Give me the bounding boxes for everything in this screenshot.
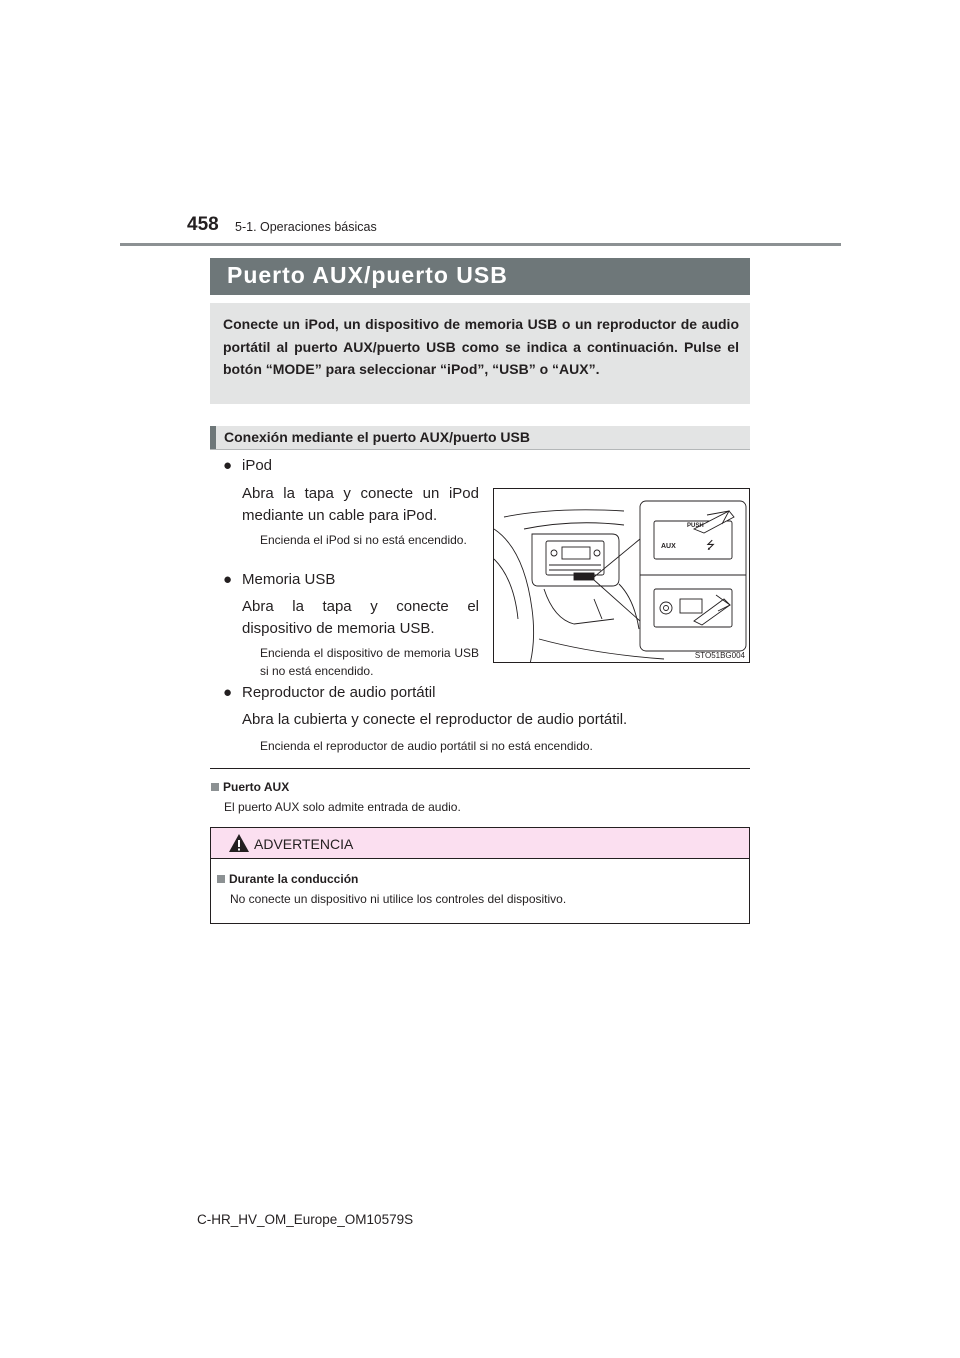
item-title-usb: Memoria USB [242, 571, 336, 588]
intro-text: Conecte un iPod, un dispositivo de memoria USB o un reproductor de audio portátil al puerto AUX/puerto USB como se indica a continuación. Pulse el botón “MODE” para seleccionar “iPod”, “USB” o “AUX”. [223, 316, 739, 377]
aux-label: AUX [661, 543, 676, 550]
item-title-portable: Reproductor de audio portátil [242, 684, 436, 701]
warning-triangle-icon [228, 833, 250, 853]
dashboard-drawing [494, 489, 750, 663]
subheading-text: Conexión mediante el puerto AUX/puerto USB [224, 429, 530, 445]
warning-title: ADVERTENCIA [254, 836, 354, 852]
bullet-icon: ● [223, 684, 233, 701]
item-note-usb: Encienda el dispositivo de memoria USB si no está encendido. [260, 646, 479, 678]
square-bullet-icon [217, 875, 225, 883]
footer-doc-code: C-HR_HV_OM_Europe_OM10579S [197, 1212, 414, 1227]
warning-box [210, 827, 750, 924]
port-illustration [493, 488, 750, 663]
aux-note-title: Puerto AUX [211, 780, 289, 794]
subheading-marker [210, 426, 216, 449]
bullet-icon: ● [223, 571, 233, 588]
section-separator [210, 768, 750, 769]
push-label: PUSH [687, 523, 704, 529]
item-title-ipod: iPod [242, 457, 273, 474]
item-note-portable: Encienda el reproductor de audio portátil si no está encendido. [260, 739, 593, 753]
item-note-ipod: Encienda el iPod si no está encendido. [260, 533, 467, 547]
aux-note-text: El puerto AUX solo admite entrada de audio. [224, 800, 461, 814]
page-number: 458 [187, 214, 219, 235]
section-title: 5-1. Operaciones básicas [235, 220, 377, 234]
warning-header [211, 828, 749, 859]
warning-subtitle: Durante la conducción [217, 872, 358, 886]
illustration-code: STO51BG004 [694, 651, 745, 660]
page-title: Puerto AUX/puerto USB [227, 262, 508, 288]
item-body-usb: Abra la tapa y conecte el dispositivo de memoria USB. [242, 598, 479, 637]
square-bullet-icon [211, 783, 219, 791]
bullet-icon: ● [223, 457, 233, 474]
item-body-portable: Abra la cubierta y conecte el reproductor de audio portátil. [242, 711, 628, 728]
usb-icon: ⭍ [706, 539, 716, 552]
subheading [210, 426, 750, 450]
header-rule [120, 243, 841, 246]
warning-text: No conecte un dispositivo ni utilice los controles del dispositivo. [230, 892, 567, 906]
intro-box [210, 303, 750, 404]
title-bar [210, 258, 750, 295]
item-body-ipod: Abra la tapa y conecte un iPod mediante un cable para iPod. [242, 485, 479, 524]
